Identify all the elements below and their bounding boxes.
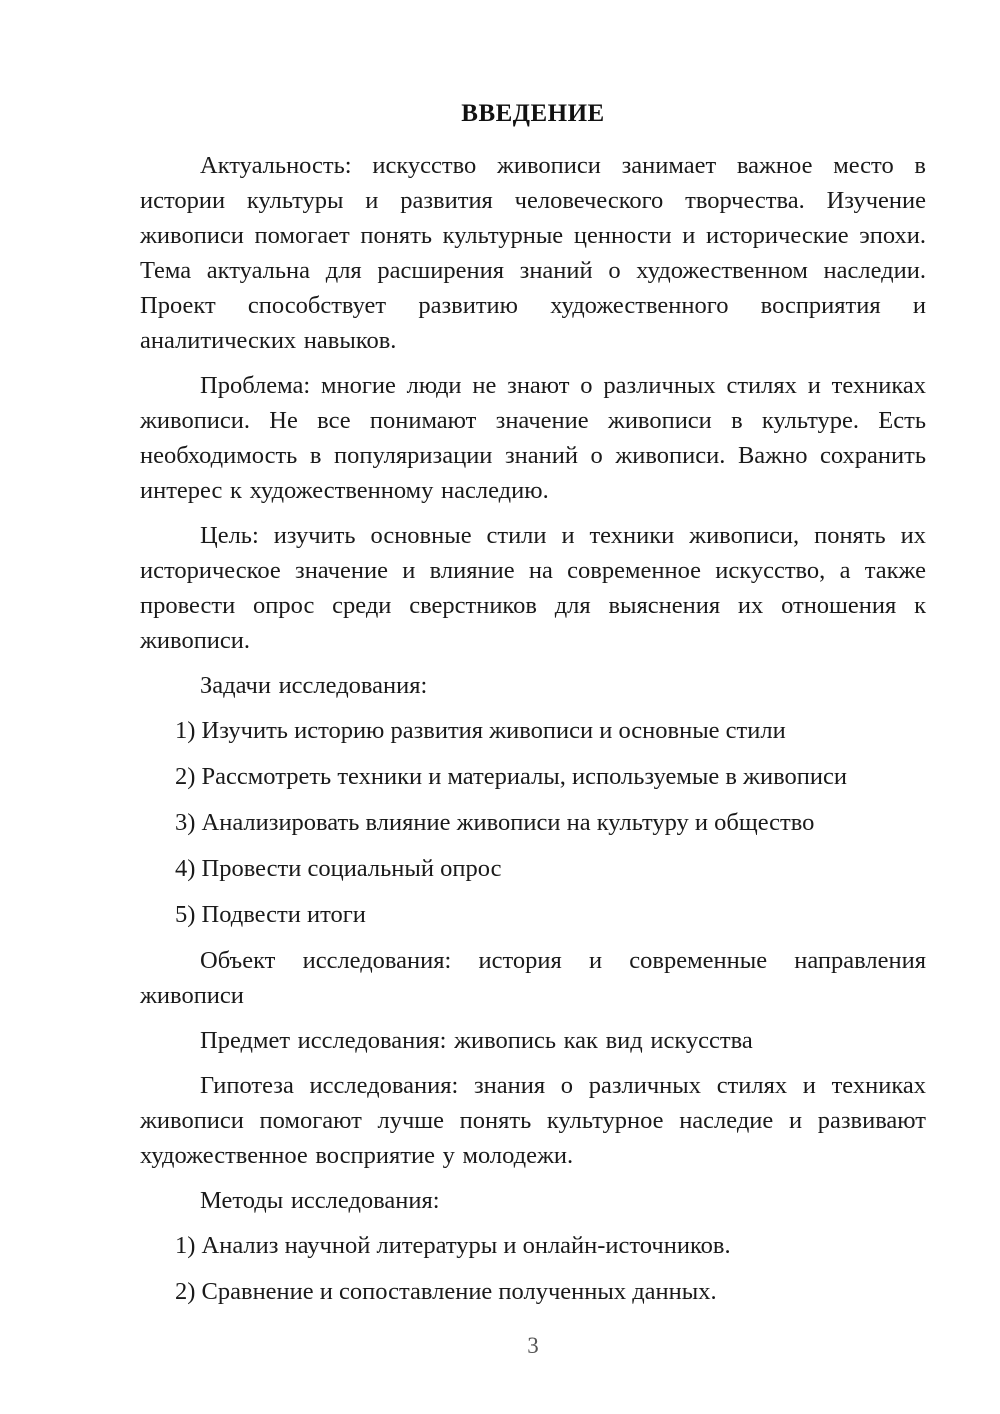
paragraph-goal: Цель: изучить основные стили и техники живописи, понять их историческое значение и влияние на современное искусство, а также провести опрос среди сверстников для выяснения их отношения к живописи. xyxy=(140,522,926,654)
method-item: 2) Сравнение и сопоставление полученных данных. xyxy=(175,1278,717,1305)
task-item: 2) Рассмотреть техники и материалы, используемые в живописи xyxy=(175,763,847,790)
methods-heading: Методы исследования: xyxy=(200,1187,440,1214)
paragraph-hypothesis: Гипотеза исследования: знания о различных стилях и техниках живописи помогают лучше понять культурное наследие и развивают художественное восприятие у молодежи. xyxy=(140,1072,926,1169)
tasks-list xyxy=(140,713,926,932)
page-number: 3 xyxy=(527,1333,539,1358)
task-item: 5) Подвести итоги xyxy=(175,901,366,928)
paragraph-object: Объект исследования: история и современные направления живописи xyxy=(140,947,926,1009)
page-title: ВВЕДЕНИЕ xyxy=(461,100,605,127)
task-item: 4) Провести социальный опрос xyxy=(175,855,502,882)
paragraph-problem: Проблема: многие люди не знают о различных стилях и техниках живописи. Не все понимают значение живописи в культуре. Есть необходимость в популяризации знаний о живописи. Важно сохранить интерес к художественному наследию. xyxy=(140,372,926,504)
introduction-section xyxy=(140,96,926,1320)
task-item: 3) Анализировать влияние живописи на культуру и общество xyxy=(175,809,815,836)
tasks-heading: Задачи исследования: xyxy=(200,672,428,699)
methods-list xyxy=(140,1228,926,1309)
paragraph-subject: Предмет исследования: живопись как вид искусства xyxy=(200,1027,753,1054)
task-item: 1) Изучить историю развития живописи и основные стили xyxy=(175,717,786,744)
method-item: 1) Анализ научной литературы и онлайн-источников. xyxy=(175,1232,731,1259)
paragraph-relevance: Актуальность: искусство живописи занимает важное место в истории культуры и развития человеческого творчества. Изучение живописи помогает понять культурные ценности и исторические эпохи. Тема актуальна для расширения знаний о художественном наследии. Проект способствует развитию художественного восприятия и аналитических навыков. xyxy=(140,152,926,354)
